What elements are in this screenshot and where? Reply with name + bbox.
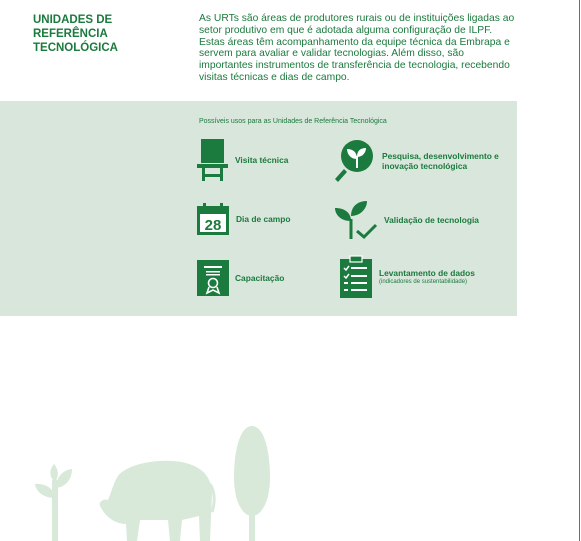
use-pesquisa xyxy=(332,139,502,183)
calendar-icon xyxy=(196,202,230,236)
magnifier-plant-icon xyxy=(332,139,376,183)
page-title xyxy=(33,13,173,55)
use-label: Capacitação xyxy=(235,272,285,283)
use-validacao xyxy=(334,199,479,241)
calendar-day: 28 xyxy=(204,217,222,234)
use-capacitacao xyxy=(197,260,284,296)
seedling-check-icon xyxy=(334,199,378,241)
use-sublabel: (indicadores de sustentabilidade) xyxy=(379,279,468,286)
intro-paragraph: As URTs são áreas de produtores rurais ou de instituições ligadas ao setor produtivo em que é adotada alguma configuração de ILPF. Estas áreas têm acompanhamento da equipe técnica da Embrapa e servem para avaliar e validar tecnologias. Além disso, são importantes instrumentos de transferência de tecnologia, recebendo visitas técnicas e dias de campo. xyxy=(199,13,515,83)
cow-icon xyxy=(100,461,215,541)
title-line-1: UNIDADES DE xyxy=(33,14,113,26)
title-line-3: TECNOLÓGICA xyxy=(33,42,118,54)
title-line-2: REFERÊNCIA xyxy=(33,28,108,40)
uses-panel xyxy=(0,101,517,316)
use-levantamento xyxy=(339,255,475,299)
use-label: Visita técnica xyxy=(235,155,289,166)
decorative-illustration xyxy=(0,420,290,541)
sprout-icon xyxy=(35,464,72,541)
clipboard-checklist-icon xyxy=(339,255,373,299)
panel-caption: Possíveis usos para as Unidades de Referência Tecnológica xyxy=(199,118,387,125)
use-label: Pesquisa, desenvolvimento e inovação tecnológica xyxy=(382,150,499,171)
use-label-main: Levantamento de dados xyxy=(379,267,475,278)
use-label xyxy=(379,268,475,287)
tree-icon xyxy=(234,426,270,541)
page-edge-line xyxy=(579,0,580,541)
easel-board-icon xyxy=(196,138,229,183)
use-visita-tecnica xyxy=(196,138,288,183)
use-label: Dia de campo xyxy=(236,213,291,224)
certificate-icon xyxy=(197,260,229,296)
use-label: Validação de tecnologia xyxy=(384,214,479,225)
use-dia-de-campo xyxy=(196,202,290,236)
